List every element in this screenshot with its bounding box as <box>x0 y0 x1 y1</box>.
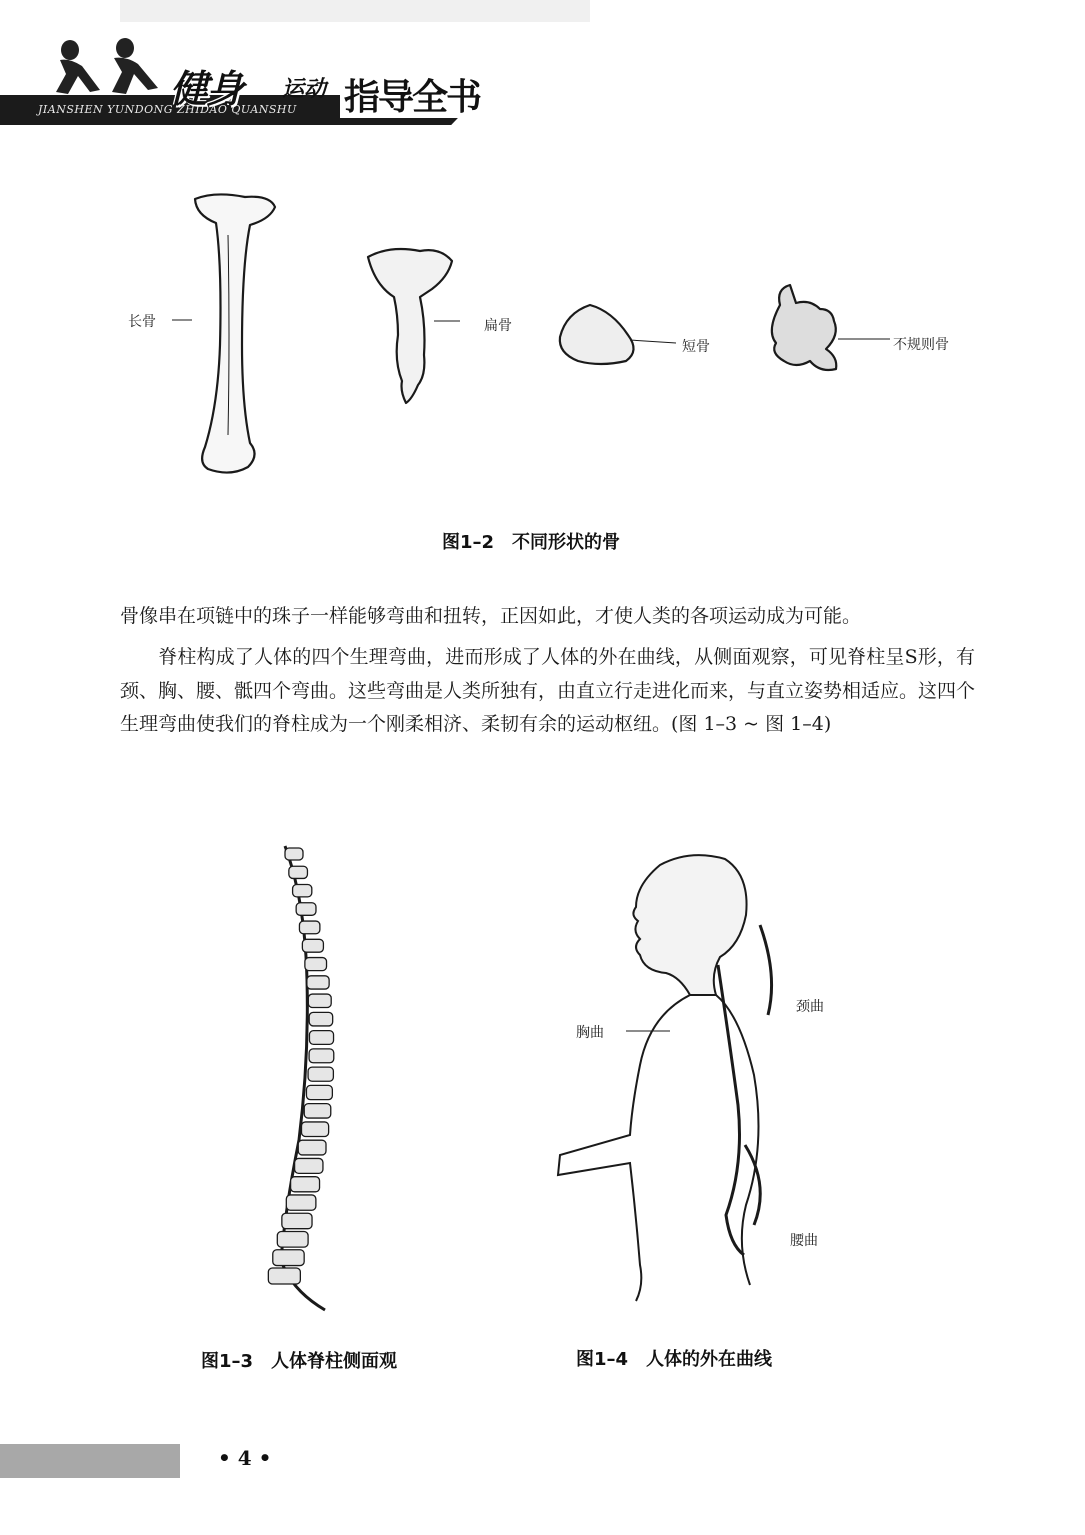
short-bone-drawing <box>560 305 634 364</box>
lumbar-curve-label: 腰曲 <box>790 1233 818 1249</box>
page-number: • 4 • <box>218 1446 272 1470</box>
header-title-jianshen: 健身 <box>170 67 243 111</box>
short-bone-label: 短骨 <box>682 339 710 355</box>
vertebra <box>302 939 323 952</box>
vertebra <box>309 1031 333 1045</box>
paragraph-1: 骨像串在项链中的珠子一样能够弯曲和扭转，正因如此，才使人类的各项运动成为可能。 <box>120 605 862 627</box>
footer-bar <box>0 1444 180 1478</box>
bones-illustration <box>120 185 980 485</box>
vertebra <box>305 958 327 971</box>
vertebra <box>293 885 312 897</box>
spine-illustration <box>255 840 375 1320</box>
long-bone-label: 长骨 <box>128 314 156 330</box>
flat-bone-drawing <box>368 249 452 403</box>
vertebra <box>291 1177 320 1192</box>
figure-1-2-caption: 图1–2 不同形状的骨 <box>442 532 621 553</box>
vertebra <box>298 1140 326 1155</box>
vertebra <box>282 1213 312 1228</box>
vertebra <box>309 1012 332 1026</box>
vertebra <box>308 1067 333 1081</box>
thoracic-curve-label: 胸曲 <box>576 1025 604 1041</box>
irregular-bone-label: 不规则骨 <box>893 337 949 353</box>
flat-bone-label: 扁骨 <box>484 318 512 334</box>
vertebra <box>285 848 303 860</box>
figure-1-3-caption: 图1–3 人体脊柱侧面观 <box>201 1351 398 1372</box>
header-subtitle: JIANSHEN YUNDONG ZHIDAO QUANSHU <box>38 103 297 116</box>
vertebra <box>308 994 331 1007</box>
header-watermark <box>120 0 590 22</box>
vertebra <box>296 903 316 916</box>
vertebra <box>286 1195 316 1210</box>
vertebra <box>273 1250 304 1266</box>
vertebra <box>295 1158 323 1173</box>
long-bone-drawing <box>195 194 275 472</box>
figure-1-4-caption: 图1–4 人体的外在曲线 <box>576 1349 773 1370</box>
vertebra <box>304 1104 331 1118</box>
vertebra <box>289 866 308 878</box>
cervical-curve-label: 颈曲 <box>796 999 824 1015</box>
vertebra <box>299 921 319 934</box>
page-header <box>0 0 1085 135</box>
paragraph-2: 脊柱构成了人体的四个生理弯曲，进而形成了人体的外在曲线，从侧面观察，可见脊柱呈S形，有颈、胸、腰、骶四个弯曲。这些弯曲是人类所独有，由直立行走进化而来，与直立姿势相适应。这四个生理弯曲使我们的脊柱成为一个刚柔相济、柔韧有余的运动枢纽。(图 1–3 ~ 图 1–4) <box>120 646 976 735</box>
vertebra <box>277 1231 308 1247</box>
irregular-bone-drawing <box>772 285 836 370</box>
header-title-zhidao: 指导全书 <box>340 78 484 118</box>
header-title-yundong: 运动 <box>282 77 327 102</box>
vertebra <box>306 1085 332 1099</box>
vertebra <box>302 1122 329 1137</box>
vertebra <box>268 1268 300 1284</box>
vertebra <box>309 1049 334 1063</box>
vertebra <box>307 976 329 989</box>
